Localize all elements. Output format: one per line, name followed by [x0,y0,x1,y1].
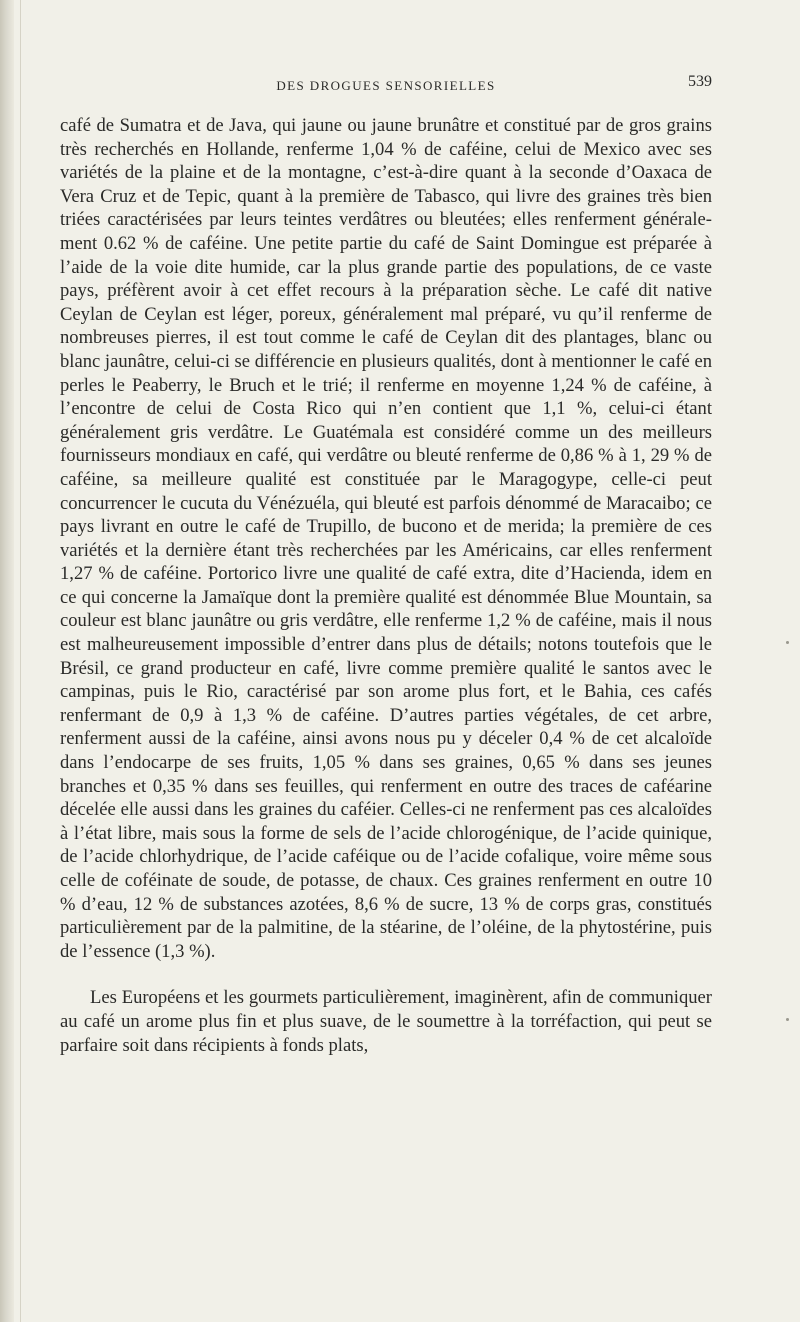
paper-speck [786,1018,789,1021]
running-title: DES DROGUES SENSORIELLES [276,78,496,93]
paragraph-1: café de Sumatra et de Java, qui jaune ou jaune brunâtre et constitué par de gros grains très recherchés en Hollande, renferme 1,04 % de caféine, celui de Mexico avec ses variétés de la plaine et de la montagne, c’est-à-dire quant à la seconde d’Oaxaca de Vera Cruz et de Tepic, quant à la première de Tabasco, qui livre des graines très bien triées caractérisées par leurs teintes verdâtres ou bleutées; elles renferment généralement 0.62 % de caféine. Une petite partie du café de Saint Domingue est préparée à l’aide de la voie dite humide, car la plus grande partie des populations, de ce vaste pays, préfèrent avoir à cet effet recours à la préparation sèche. Le café dit native Ceylan de Ceylan est léger, poreux, généralement mal préparé, vu qu’il renferme de nombreuses pierres, il est tout comme le café de Ceylan dit des plantages, blanc ou blanc jaunâtre, celui-ci se différencie en plusieurs qualités, dont à mentionner le café en perles le Peaberry, le Bruch et le trié; il renferme en moyenne 1,24 % de caféine, à l’encontre de celui de Costa Rico qui n’en contient que 1,1 %, celui-ci étant généralement gris verdâtre. Le Guatémala est considéré comme un des meilleurs fournisseurs mondiaux en café, qui verdâtre ou bleuté renferme de 0,86 % à 1, 29 % de caféine, sa meilleure qualité est constituée par le Maragogype, celle-ci peut concurrencer le cucuta du Vénézuéla, qui bleuté est parfois dénommé de Maracaibo; ce pays livrant en outre le café de Trupillo, de bucono et de merida; la première de ces variétés et la dernière étant très recherchées par les Américains, car elles renferment 1,27 % de caféine. Portorico livre une qualité de café extra, dite d’Hacienda, idem en ce qui concerne la Jamaïque dont la première qualité est dénommée Blue Mountain, sa couleur est blanc jaunâtre ou gris verdâtre, elle renferme 1,2 % de caféine, mais il nous est malheureusement impossible d’entrer dans plus de détails; notons toutefois que le Brésil, ce grand producteur en café, livre comme première qualité le santos avec le campinas, puis le Rio, caractérisé par son arome plus fort, et le Bahia, ces cafés renfermant de 0,9 à 1,3 % de caféine. D’autres parties végétales, de cet arbre, renferment aussi de la caféine, ainsi avons nous pu y déceler 0,4 % de cet alcaloïde dans l’endocarpe de ses fruits, 1,05 % dans ses graines, 0,65 % dans ses jeunes branches et 0,35 % dans ses feuilles, qui renferment en outre des traces de caféarine décelée elle aussi dans les graines du caféier. Celles-ci ne renferment pas ces alcaloïdes à l’état libre, mais sous la forme de sels de l’acide chlorogénique, de l’acide quinique, de l’acide chlorhydrique, de l’acide caféique ou de l’acide cofalique, voire même sous celle de coféinate de soude, de potasse, de chaux. Ces graines renferment en outre 10 % d’eau, 12 % de substances azotées, 8,6 % de sucre, 13 % de corps gras, constitués particulièrement par de la palmitine, de la stéarine, de l’oléine, de la phytostérine, puis de l’essence (1,3 %). [60,115,712,962]
body-text [60,114,712,1057]
page-header [60,72,712,96]
spine-line [20,0,21,1322]
paragraph-2: Les Européens et les gourmets particulièrement, imaginèrent, afin de communiquer au café un arome plus fin et plus suave, de le soumettre à la torréfaction, qui peut se parfaire soit dans récipients à fonds plats, [60,987,712,1056]
paper-speck [786,641,789,644]
page-edge [0,0,14,1322]
page-number: 539 [688,73,712,90]
